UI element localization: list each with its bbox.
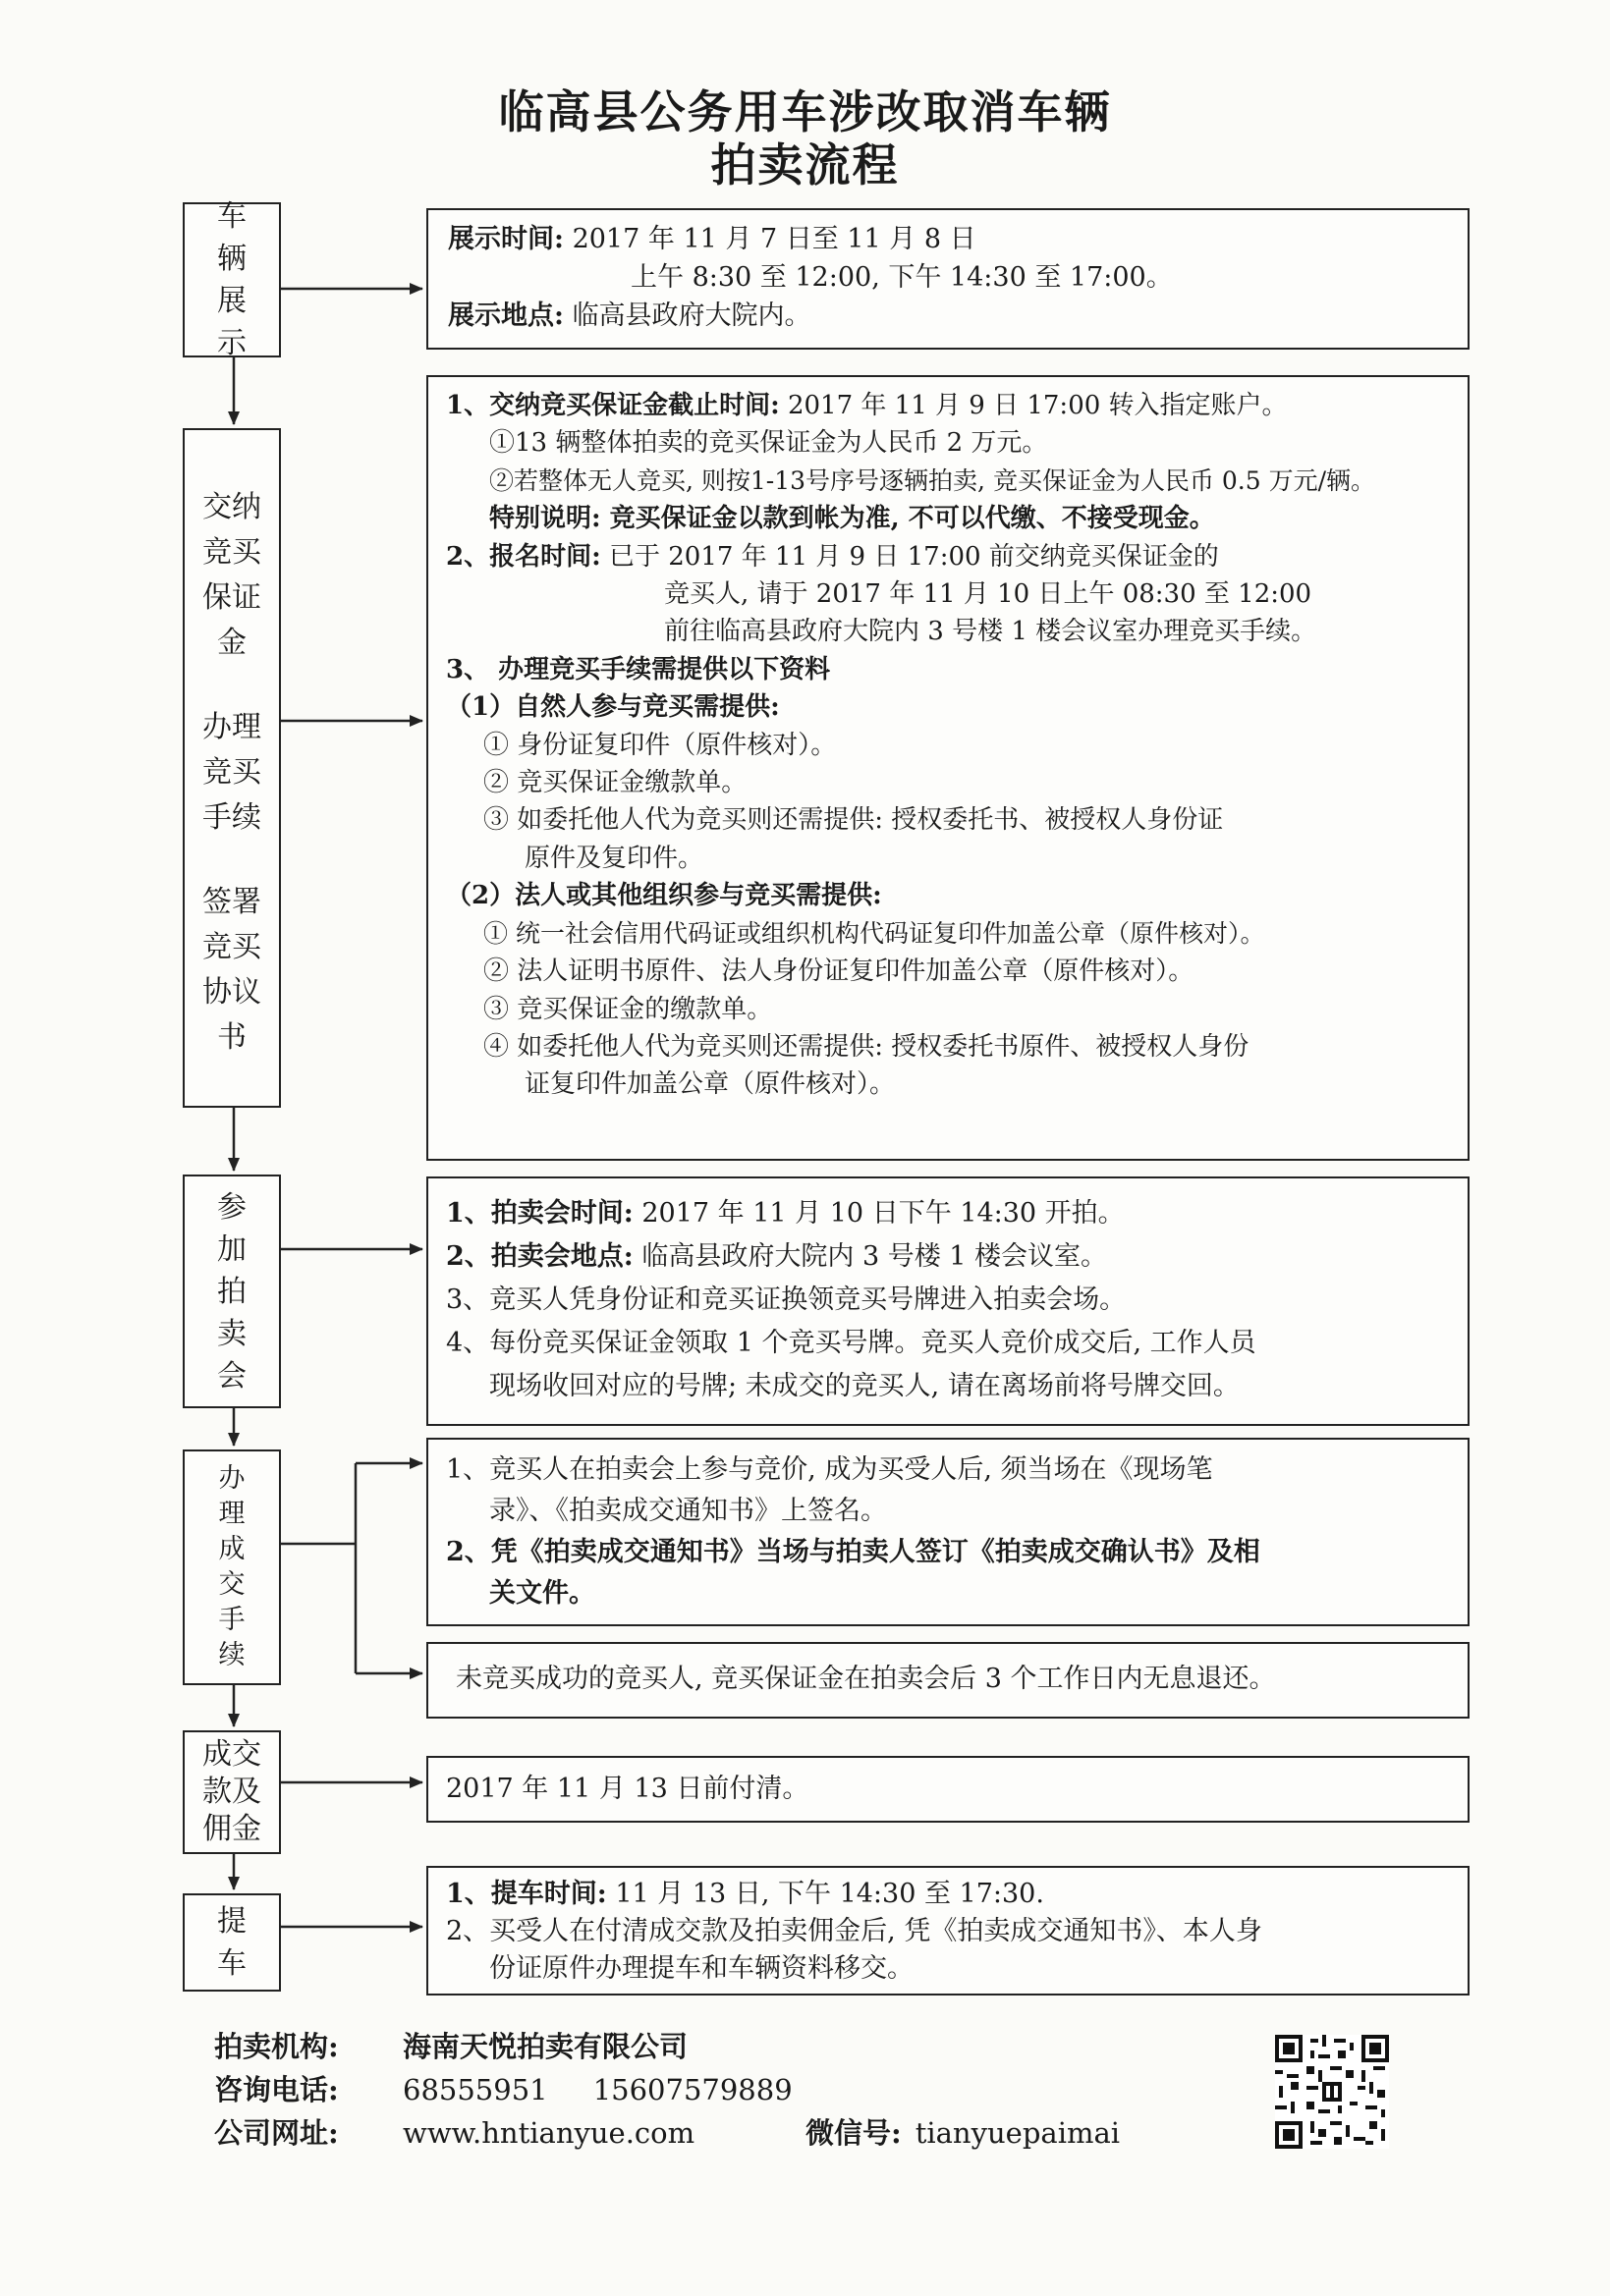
display-time-label: 展示时间: [448, 224, 564, 254]
step-label: 竞买 [202, 930, 261, 964]
transaction-info-box [426, 1438, 1470, 1626]
deposit-line: 证复印件加盖公章（原件核对）。 [525, 1069, 896, 1100]
step-label: 保证 [202, 580, 261, 615]
deposit-line: ③ 竞买保证金的缴款单。 [483, 994, 773, 1024]
display-time-value: 2017 年 11 月 7 日至 11 月 8 日 [572, 224, 976, 254]
auction-line: 4、每份竞买保证金领取 1 个竞买号牌。竞买人竞价成交后, 工作人员 [446, 1328, 1256, 1358]
step-label: 款及 [202, 1775, 261, 1809]
footer-org [214, 2025, 688, 2065]
page-subtitle: 拍卖流程 [710, 138, 900, 191]
pickup-info-box [426, 1866, 1470, 1995]
web-value: www.hntianyue.com [403, 2116, 695, 2150]
deposit-line: ② 法人证明书原件、法人身份证复印件加盖公章（原件核对）。 [483, 957, 1194, 987]
step-payment [183, 1730, 281, 1854]
payment-line: 2017 年 11 月 13 日前付清。 [446, 1774, 809, 1804]
refund-info-box [426, 1642, 1470, 1719]
deposit-line: 竞买人, 请于 2017 年 11 月 10 日上午 08:30 至 12:00 [664, 579, 1312, 610]
step-label: 展 [217, 284, 247, 318]
natural-person-heading: （1）自然人参与竞买需提供: [446, 692, 780, 723]
auction-time-label: 1、拍卖会时间: [446, 1198, 634, 1229]
pickup-line: 2、买受人在付清成交款及拍卖佣金后, 凭《拍卖成交通知书》、本人身 [446, 1916, 1262, 1946]
register-time-label: 2、报名时间: [446, 541, 601, 572]
step-pickup [183, 1893, 281, 1992]
refund-line: 未竞买成功的竞买人, 竞买保证金在拍卖会后 3 个工作日内无息退还。 [456, 1664, 1276, 1694]
step-label: 手 [218, 1605, 246, 1635]
legal-person-heading: （2）法人或其他组织参与竞买需提供: [446, 881, 882, 911]
deposit-line: 前往临高县政府大院内 3 号楼 1 楼会议室办理竞买手续。 [664, 617, 1317, 647]
step-label: 签署 [202, 885, 261, 919]
org-value: 海南天悦拍卖有限公司 [403, 2030, 689, 2063]
step-label: 手续 [202, 800, 261, 835]
footer-web [214, 2111, 694, 2152]
deposit-line: ② 竞买保证金缴款单。 [483, 768, 748, 798]
step-label: 佣金 [202, 1812, 261, 1846]
step-label: 会 [217, 1358, 247, 1394]
step-label: 协议 [202, 975, 261, 1010]
org-label: 拍卖机构: [214, 2030, 339, 2063]
auction-time-value: 2017 年 11 月 10 日下午 14:30 开拍。 [641, 1198, 1125, 1229]
display-info-box [426, 208, 1470, 350]
auction-line: 现场收回对应的号牌; 未成交的竞买人, 请在离场前将号牌交回。 [489, 1371, 1240, 1401]
wechat-label: 微信号: [805, 2116, 902, 2150]
deposit-line: ④ 如委托他人代为竞买则还需提供: 授权委托书原件、被授权人身份 [483, 1031, 1249, 1062]
deposit-line: ① 统一社会信用代码证或组织机构代码证复印件加盖公章（原件核对）。 [483, 918, 1265, 948]
step-label: 参 [217, 1189, 247, 1225]
step-label: 金 [217, 626, 247, 660]
deposit-line: ① 身份证复印件（原件核对）。 [483, 730, 837, 760]
footer-wechat [805, 2111, 1120, 2152]
transaction-line: 2、凭《拍卖成交通知书》当场与拍卖人签订《拍卖成交确认书》及相 [446, 1537, 1260, 1567]
step-label: 成 [218, 1534, 246, 1564]
display-place-value: 临高县政府大院内。 [572, 301, 811, 331]
step-label: 车 [217, 199, 247, 234]
deposit-line: ①13 辆整体拍卖的竞买保证金为人民币 2 万元。 [489, 428, 1048, 459]
display-time-value-2: 上午 8:30 至 12:00, 下午 14:30 至 17:00。 [631, 262, 1173, 293]
deposit-line: ②若整体无人竞买, 则按1-13号序号逐辆拍卖, 竞买保证金为人民币 0.5 万元/辆。 [489, 465, 1376, 495]
auction-place-value: 临高县政府大院内 3 号楼 1 楼会议室。 [641, 1241, 1108, 1272]
step-label: 车 [217, 1946, 247, 1981]
step-label: 办理 [202, 710, 261, 744]
pickup-line: 份证原件办理提车和车辆资料移交。 [489, 1953, 914, 1984]
step-label: 交纳 [202, 490, 261, 524]
wechat-value: tianyuepaimai [915, 2116, 1121, 2150]
transaction-line: 关文件。 [489, 1578, 595, 1609]
pickup-time-label: 1、提车时间: [446, 1879, 607, 1909]
deposit-deadline-label: 1、交纳竞买保证金截止时间: [446, 391, 780, 420]
step-label: 办 [218, 1463, 246, 1494]
display-place-label: 展示地点: [448, 301, 564, 331]
transaction-line: 1、竞买人在拍卖会上参与竞价, 成为买受人后, 须当场在《现场笔 [446, 1454, 1213, 1485]
step-label: 交 [218, 1569, 246, 1600]
auction-info-box [426, 1176, 1470, 1426]
deposit-deadline-value: 2017 年 11 月 9 日 17:00 转入指定账户。 [787, 391, 1288, 420]
page-title: 临高县公务用车涉改取消车辆 [498, 85, 1112, 138]
step-label: 提 [217, 1904, 247, 1939]
step-transaction [183, 1449, 281, 1685]
pickup-time-value: 11 月 13 日, 下午 14:30 至 17:30. [615, 1879, 1044, 1909]
step-label: 拍 [217, 1274, 247, 1309]
step-vehicle-display [183, 199, 281, 360]
step-label: 加 [217, 1231, 247, 1267]
deposit-line: 原件及复印件。 [525, 843, 704, 873]
deposit-special-note: 特别说明: 竞买保证金以款到帐为准, 不可以代缴、不接受现金。 [489, 504, 1215, 534]
step-label: 成交 [202, 1737, 261, 1772]
step-label: 续 [218, 1640, 246, 1670]
register-time-value: 已于 2017 年 11 月 9 日 17:00 前交纳竞买保证金的 [608, 541, 1219, 572]
payment-info-box [426, 1756, 1470, 1823]
auction-line: 3、竞买人凭身份证和竞买证换领竞买号牌进入拍卖会场。 [446, 1285, 1127, 1315]
step-label: 竞买 [202, 535, 261, 570]
step-label: 卖 [217, 1316, 247, 1351]
step-label: 示 [217, 326, 247, 360]
deposit-line: ③ 如委托他人代为竞买则还需提供: 授权委托书、被授权人身份证 [483, 805, 1224, 836]
step-label: 理 [218, 1499, 246, 1529]
step-label: 书 [217, 1020, 247, 1055]
transaction-line: 录》、《拍卖成交通知书》上签名。 [489, 1496, 887, 1526]
phone-label: 咨询电话: [214, 2073, 339, 2106]
step-deposit-register [183, 428, 281, 1108]
step-label: 竞买 [202, 755, 261, 790]
deposit-info-box [426, 375, 1470, 1161]
step-label: 辆 [217, 242, 247, 276]
auction-place-label: 2、拍卖会地点: [446, 1241, 634, 1272]
phone-value: 68555951 15607579889 [403, 2073, 793, 2106]
materials-heading: 3、 办理竞买手续需提供以下资料 [446, 654, 831, 684]
footer-phone [214, 2068, 793, 2108]
qr-code-icon [1275, 2035, 1389, 2149]
step-attend-auction [183, 1175, 281, 1408]
web-label: 公司网址: [214, 2116, 339, 2150]
